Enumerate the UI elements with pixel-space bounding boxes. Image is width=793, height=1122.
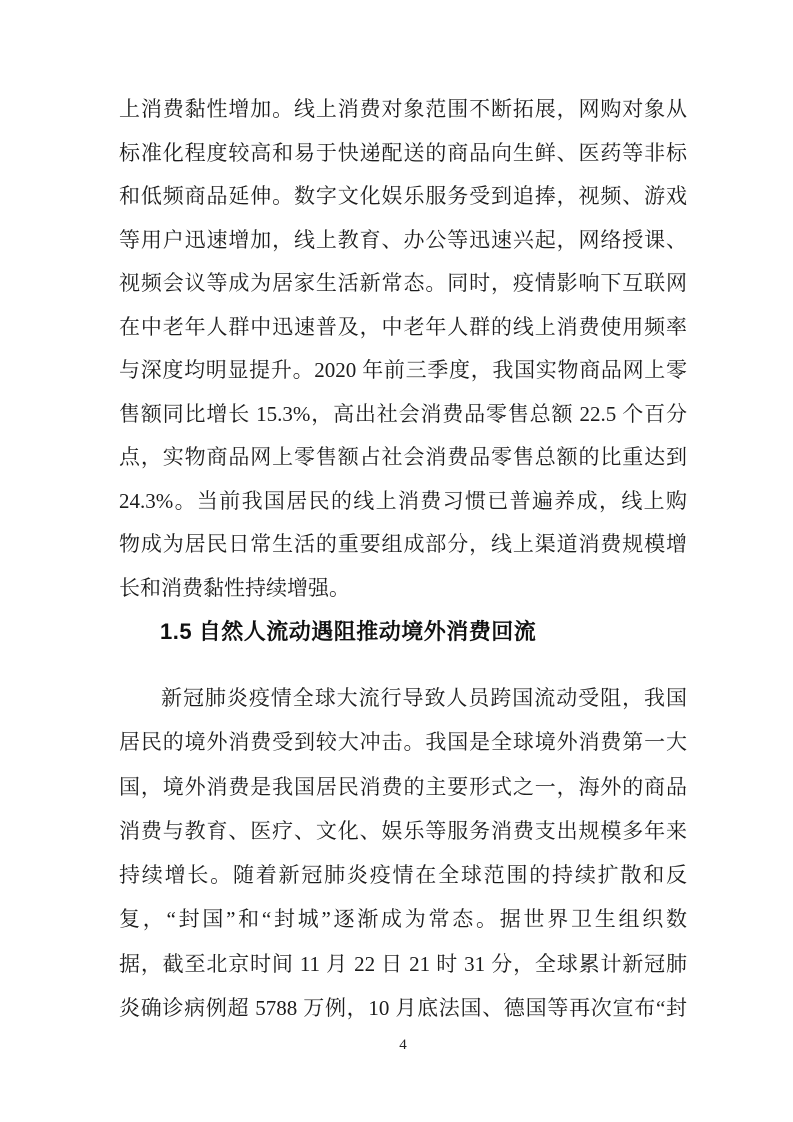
- text-line: 24.3%。当前我国居民的线上消费习惯已普遍养成，线上购: [119, 488, 687, 513]
- text-line: 长和消费黏性持续增强。: [119, 575, 350, 600]
- text-line: 点，实物商品网上零售额占社会消费品零售总额的比重达到: [119, 445, 687, 469]
- text-line: 消费与教育、医疗、文化、娱乐等服务消费支出规模多年来: [119, 818, 687, 843]
- text-line: 与深度均明显提升。2020 年前三季度，我国实物商品网上零: [119, 358, 687, 382]
- text-line: 新冠肺炎疫情全球大流行导致人员跨国流动受阻，我国: [161, 686, 687, 710]
- text-line: 国，境外消费是我国居民消费的主要形式之一，海外的商品: [119, 774, 687, 799]
- text-line: 在中老年人群中迅速普及，中老年人群的线上消费使用频率: [119, 314, 687, 339]
- paragraph-2: [119, 676, 687, 1030]
- section-heading: 1.5 自然人流动遇阻推动境外消费回流: [160, 619, 537, 644]
- text-line: 上消费黏性增加。线上消费对象范围不断拓展，网购对象从: [119, 97, 687, 121]
- text-line: 物成为居民日常生活的重要组成部分，线上渠道消费规模增: [119, 532, 687, 556]
- text-line: 标准化程度较高和易于快递配送的商品向生鲜、医药等非标: [119, 140, 687, 165]
- text-line: 居民的境外消费受到较大冲击。我国是全球境外消费第一大: [119, 730, 687, 755]
- text-line: 持续增长。随着新冠肺炎疫情在全球范围的持续扩散和反: [119, 863, 687, 888]
- text-line: 炎确诊病例超 5788 万例，10 月底法国、德国等再次宣布“封: [119, 996, 687, 1021]
- text-line: 据，截至北京时间 11 月 22 日 21 时 31 分，全球累计新冠肺: [119, 951, 687, 976]
- page-number: 4: [399, 1037, 407, 1054]
- text-line: 等用户迅速增加，线上教育、办公等迅速兴起，网络授课、: [119, 227, 687, 252]
- text-line: 售额同比增长 15.3%，高出社会消费品零售总额 22.5 个百分: [119, 401, 687, 426]
- paragraph-1: [119, 88, 687, 610]
- text-line: 复，“封国”和“封城”逐渐成为常态。据世界卫生组织数: [119, 907, 687, 932]
- text-line: 视频会议等成为居家生活新常态。同时，疫情影响下互联网: [119, 271, 687, 295]
- text-line: 和低频商品延伸。数字文化娱乐服务受到追捧，视频、游戏: [119, 184, 687, 208]
- page-content: [119, 88, 687, 1054]
